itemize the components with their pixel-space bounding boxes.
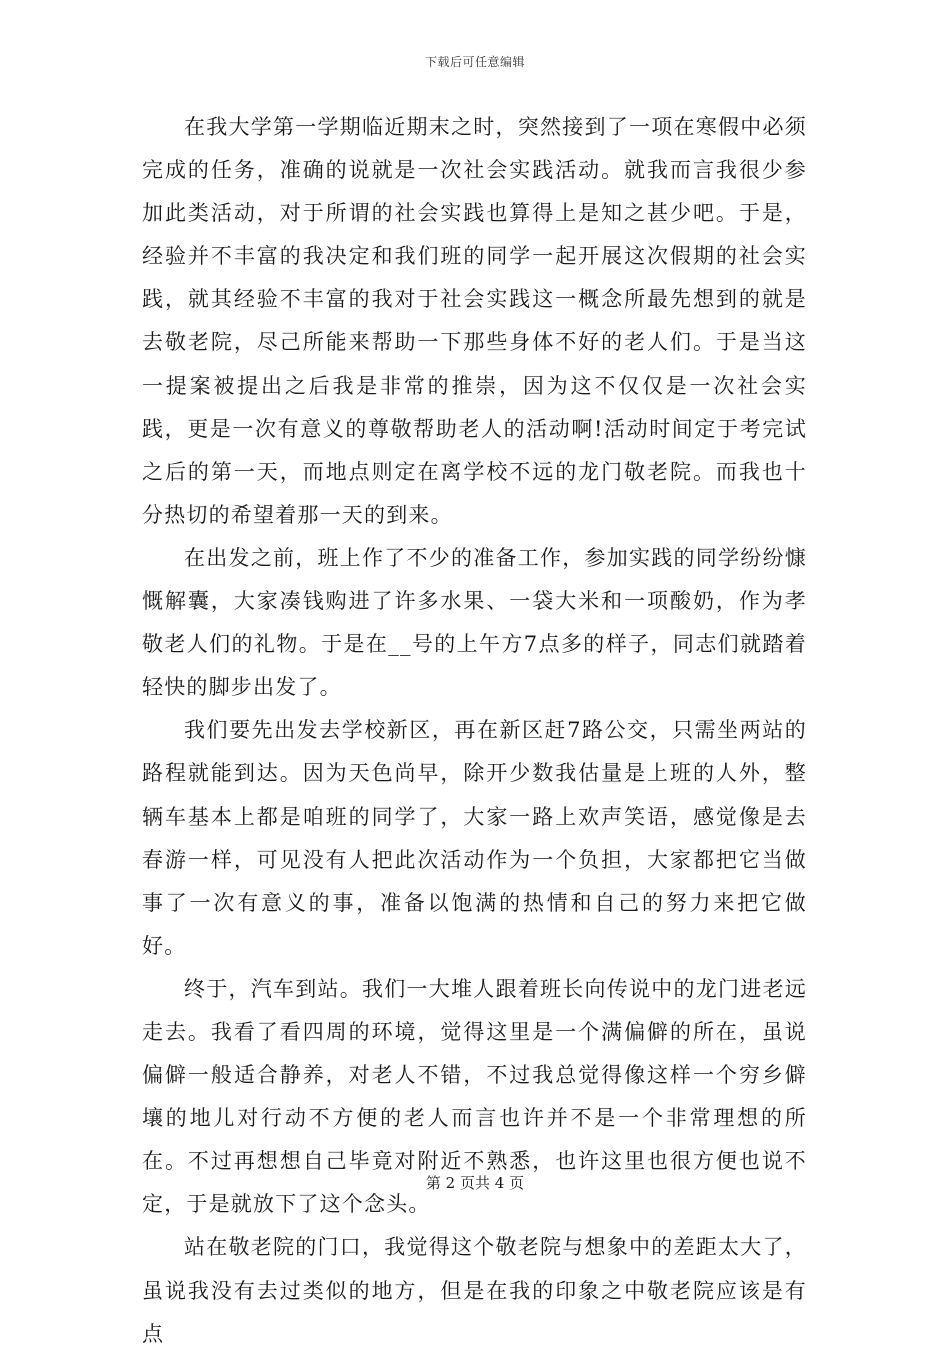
paragraph-1: 在我大学第一学期临近期末之时，突然接到了一项在寒假中必须完成的任务，准确的说就是一次社会实践活动。就我而言我很少参加此类活动，对于所谓的社会实践也算得上是知之甚少吧。于是，经验并不丰富的我决定和我们班的同学一起开展这次假期的社会实践，就其经验不丰富的我对于社会实践这一概念所最先想到的就是去敬老院，尽己所能来帮助一下那些身体不好的老人们。于是当这一提案被提出之后我是非常的推崇，因为这不仅仅是一次社会实践，更是一次有意义的尊敬帮助老人的活动啊!活动时间定于考完试之后的第一天，而地点则定在离学校不远的龙门敬老院。而我也十分热切的希望着那一天的到来。: [142, 115, 807, 527]
page-header-note: 下载后可任意编辑: [424, 55, 525, 69]
page-number-footer: 第 2 页共 4 页: [425, 1174, 525, 1192]
paragraph-5: 站在敬老院的门口，我觉得这个敬老院与想象中的差距太大了，虽说我没有去过类似的地方，但是在我的印象之中敬老院应该是有点: [142, 1235, 807, 1346]
paragraph-4: 终于，汽车到站。我们一大堆人跟着班长向传说中的龙门进老远走去。我看了看四周的环境，觉得这里是一个满偏僻的所在，虽说偏僻一般适合静养，对老人不错，不过我总觉得像这样一个穷乡僻壤的地儿对行动不方便的老人而言也许并不是一个非常理想的所在。不过再想想自己毕竟对附近不熟悉，也许这里也很方便也说不定，于是就放下了这个念头。: [142, 976, 807, 1217]
paragraph-2: 在出发之前，班上作了不少的准备工作，参加实践的同学纷纷慷慨解囊，大家凑钱购进了许多水果、一袋大米和一项酸奶，作为孝敬老人们的礼物。于是在__号的上午方7点多的样子，同志们就踏着轻快的脚步出发了。: [142, 545, 807, 700]
document-body: [142, 106, 807, 1356]
paragraph-3: 我们要先出发去学校新区，再在新区赶7路公交，只需坐两站的路程就能到达。因为天色尚早，除开少数我估量是上班的人外，整辆车基本上都是咱班的同学了，大家一路上欢声笑语，感觉像是去春游一样，可见没有人把此次活动作为一个负担，大家都把它当做事了一次有意义的事，准备以饱满的热情和自己的努力来把它做好。: [142, 718, 807, 958]
